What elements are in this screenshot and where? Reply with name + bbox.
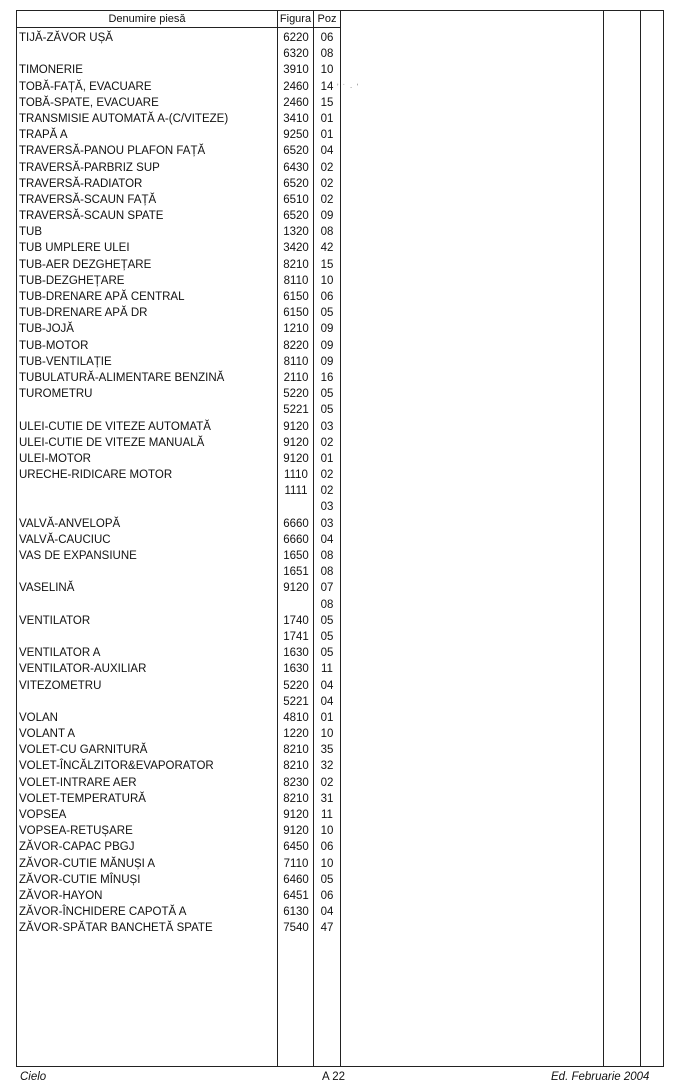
position-number: 08	[320, 566, 334, 579]
figure-number: 8210	[283, 760, 309, 773]
position-number: 14	[320, 80, 334, 93]
table-row	[17, 354, 339, 370]
part-name: ULEI-CUTIE DE VITEZE AUTOMATĂ	[19, 420, 211, 433]
table-row	[17, 208, 339, 224]
position-number: 08	[320, 550, 334, 562]
figure-number: 8110	[283, 274, 309, 287]
table-row	[17, 839, 339, 855]
position-number: 02	[320, 177, 334, 190]
position-number: 10	[320, 857, 334, 870]
table-row	[17, 564, 339, 580]
table-row	[17, 678, 339, 694]
part-name: VOLANT A	[19, 728, 76, 741]
part-name: TUBULATURĂ-ALIMENTARE BENZINĂ	[19, 371, 225, 384]
part-name: TOBĂ-FAȚĂ, EVACUARE	[19, 80, 152, 93]
header-name: Denumire piesă	[108, 13, 186, 25]
figure-number: 6510	[283, 193, 309, 206]
part-name: VENTILATOR-AUXILIAR	[19, 663, 147, 676]
position-number: 01	[320, 452, 334, 465]
parts-list	[17, 30, 339, 937]
table-row	[17, 645, 339, 661]
table-row	[17, 224, 339, 240]
position-number: 11	[321, 809, 333, 821]
figure-number: 8210	[283, 792, 309, 805]
figure-number: 5221	[283, 404, 309, 417]
position-number: 04	[320, 533, 334, 546]
position-number: 05	[320, 388, 334, 401]
figure-number: 6520	[283, 210, 309, 223]
table-row	[17, 370, 339, 386]
part-name: TRAVERSĂ-RADIATOR	[19, 177, 143, 190]
figure-number: 1741	[283, 630, 309, 643]
figure-number: 2110	[283, 371, 309, 384]
figure-number: 8110	[283, 355, 309, 368]
part-name: VITEZOMETRU	[19, 679, 102, 692]
part-name: VOPSEA-RETUȘARE	[19, 825, 133, 838]
position-number: 42	[320, 242, 334, 255]
figure-number: 3410	[283, 112, 309, 125]
position-number: 06	[320, 291, 334, 303]
position-number: 31	[320, 792, 334, 805]
position-number: 35	[320, 744, 334, 757]
figure-number: 6450	[283, 841, 309, 854]
figure-number: 6660	[283, 517, 309, 530]
position-number: 04	[320, 906, 334, 919]
table-row	[17, 419, 339, 435]
figure-number: 9120	[283, 420, 309, 433]
position-number: 02	[320, 485, 334, 498]
part-name: TRAVERSĂ-PANOU PLAFON FAȚĂ	[19, 145, 206, 158]
table-row	[17, 467, 339, 483]
figure-number: 8220	[283, 339, 309, 352]
figure-number: 1220	[283, 728, 309, 741]
part-name: VOLAN	[19, 711, 58, 724]
position-number: 10	[320, 64, 334, 77]
position-number: 15	[320, 258, 334, 271]
table-row	[17, 742, 339, 758]
figure-number: 6130	[283, 906, 309, 919]
figure-number: 9120	[283, 825, 309, 838]
figure-number: 6460	[283, 873, 309, 886]
column-divider-right	[340, 10, 341, 1067]
position-number: 05	[320, 614, 334, 627]
table-row	[17, 548, 339, 564]
table-row	[17, 823, 339, 839]
header-underline	[16, 27, 340, 28]
part-name: TOBĂ-SPATE, EVACUARE	[19, 96, 159, 109]
position-number: 05	[320, 647, 334, 660]
table-row	[17, 305, 339, 321]
position-number: 03	[320, 517, 334, 530]
figure-number: 8210	[283, 258, 309, 271]
position-number: 02	[320, 469, 334, 482]
part-name: TUB-MOTOR	[19, 339, 89, 352]
figure-number: 5221	[283, 695, 309, 708]
position-number: 01	[320, 129, 334, 142]
table-row	[17, 160, 339, 176]
figure-number: 6520	[283, 145, 309, 158]
figure-number: 3420	[283, 242, 309, 255]
part-name: ZĂVOR-HAYON	[19, 889, 103, 902]
table-row	[17, 694, 339, 710]
table-row	[17, 79, 339, 95]
position-number: 06	[320, 841, 334, 854]
table-row	[17, 127, 339, 143]
table-row	[17, 111, 339, 127]
position-number: 02	[320, 776, 334, 789]
position-number: 16	[320, 371, 334, 384]
position-number: 10	[320, 274, 334, 287]
table-row	[17, 629, 339, 645]
figure-number: 6220	[283, 32, 309, 44]
figure-number: 2460	[283, 96, 309, 109]
part-name: VALVĂ-ANVELOPĂ	[19, 517, 121, 530]
part-name: ZĂVOR-SPĂTAR BANCHETĂ SPATE	[19, 922, 213, 935]
position-number: 09	[320, 323, 334, 336]
figure-number: 1740	[283, 614, 309, 627]
part-name: TRAVERSĂ-SCAUN FAȚĂ	[19, 193, 157, 206]
position-number: 06	[320, 889, 334, 902]
part-name: TUB-DEZGHEȚARE	[19, 274, 125, 287]
header-figure: Figura	[279, 13, 312, 25]
figure-number: 4810	[283, 711, 309, 724]
figure-number: 1630	[283, 647, 309, 660]
figure-number: 6660	[283, 533, 309, 546]
position-number: 04	[320, 679, 334, 692]
table-row	[17, 516, 339, 532]
table-row	[17, 192, 339, 208]
figure-number: 2460	[283, 80, 309, 93]
table-row	[17, 661, 339, 677]
figure-number: 6451	[283, 889, 309, 902]
figure-number: 6320	[283, 48, 309, 61]
part-name: TUROMETRU	[19, 388, 93, 401]
table-row	[17, 597, 339, 613]
position-number: 04	[320, 695, 334, 708]
part-name: TRAVERSĂ-PARBRIZ SUP	[19, 161, 160, 174]
part-name: VOLET-CU GARNITURĂ	[19, 744, 148, 757]
figure-number: 8230	[283, 776, 309, 789]
position-number: 11	[321, 663, 333, 676]
position-number: 08	[320, 598, 334, 611]
footer-page-number: A 22	[322, 1071, 346, 1083]
part-name: TIMONERIE	[19, 64, 83, 77]
position-number: 15	[320, 96, 334, 109]
column-divider-extra-2	[640, 10, 641, 1067]
part-name: TUB-DRENARE APĂ DR	[19, 307, 148, 320]
figure-number: 3910	[283, 64, 309, 77]
figure-number: 9120	[283, 436, 309, 449]
table-row	[17, 872, 339, 888]
column-divider-extra-1	[603, 10, 604, 1067]
part-name: TUB-AER DEZGHEȚARE	[19, 258, 152, 271]
part-name: VOLET-ÎNCĂLZITOR&EVAPORATOR	[19, 760, 214, 773]
part-name: TRAVERSĂ-SCAUN SPATE	[19, 210, 164, 223]
part-name: VENTILATOR	[19, 614, 91, 627]
part-name: ZĂVOR-ÎNCHIDERE CAPOTĂ A	[19, 906, 187, 919]
part-name: TUB-DRENARE APĂ CENTRAL	[19, 291, 185, 303]
position-number: 09	[320, 355, 334, 368]
figure-number: 9120	[283, 452, 309, 465]
figure-number: 7540	[283, 922, 309, 935]
position-number: 03	[320, 420, 334, 433]
position-number: 02	[320, 161, 334, 174]
part-name: VALVĂ-CAUCIUC	[19, 533, 111, 546]
position-number: 05	[320, 630, 334, 643]
header-position: Poz	[317, 13, 337, 25]
position-number: 08	[320, 226, 334, 239]
table-row	[17, 758, 339, 774]
table-row	[17, 402, 339, 418]
position-number: 07	[320, 582, 334, 595]
table-row	[17, 791, 339, 807]
table-row	[17, 807, 339, 823]
table-row	[17, 338, 339, 354]
part-name: ZĂVOR-CAPAC PBGJ	[19, 841, 135, 854]
position-number: 09	[320, 210, 334, 223]
figure-number: 6430	[283, 161, 309, 174]
position-number: 47	[320, 922, 334, 935]
footer-edition: Ed. Februarie 2004	[551, 1071, 650, 1083]
table-row	[17, 451, 339, 467]
part-name: URECHE-RIDICARE MOTOR	[19, 469, 173, 482]
table-row	[17, 386, 339, 402]
part-name: VASELINĂ	[19, 582, 75, 595]
table-row	[17, 920, 339, 936]
table-row	[17, 30, 339, 46]
table-row	[17, 321, 339, 337]
table-row	[17, 775, 339, 791]
figure-number: 5220	[283, 679, 309, 692]
table-row	[17, 46, 339, 62]
figure-number: 6520	[283, 177, 309, 190]
part-name: TUB-JOJĂ	[19, 323, 74, 336]
figure-number: 8210	[283, 744, 309, 757]
table-row	[17, 62, 339, 78]
table-row	[17, 856, 339, 872]
position-number: 02	[320, 193, 334, 206]
figure-number: 6150	[283, 291, 309, 303]
figure-number: 9120	[283, 582, 309, 595]
position-number: 06	[320, 32, 334, 44]
part-name: TUB-VENTILAȚIE	[19, 355, 112, 368]
table-row	[17, 143, 339, 159]
position-number: 02	[320, 436, 334, 449]
part-name: ULEI-CUTIE DE VITEZE MANUALĂ	[19, 436, 205, 449]
part-name: TRANSMISIE AUTOMATĂ A-(C/VITEZE)	[19, 112, 229, 125]
table-row	[17, 532, 339, 548]
part-name: TUB UMPLERE ULEI	[19, 242, 130, 255]
part-name: VOLET-TEMPERATURĂ	[19, 792, 146, 805]
table-row	[17, 904, 339, 920]
table-row	[17, 613, 339, 629]
footer-model: Cielo	[20, 1071, 47, 1083]
table-row	[17, 888, 339, 904]
part-name: TUB	[19, 226, 42, 239]
figure-number: 9250	[283, 129, 309, 142]
position-number: 10	[320, 825, 334, 838]
table-row	[17, 273, 339, 289]
position-number: 05	[320, 873, 334, 886]
part-name: VAS DE EXPANSIUNE	[19, 550, 137, 562]
part-name: TIJĂ-ZĂVOR UȘĂ	[19, 32, 113, 44]
figure-number: 1110	[284, 469, 308, 482]
scan-noise: · ʼ ˙ · ʼ	[330, 83, 360, 92]
position-number: 32	[320, 760, 334, 773]
table-row	[17, 499, 339, 515]
figure-number: 7110	[283, 857, 309, 870]
figure-number: 5220	[283, 388, 309, 401]
figure-number: 6150	[283, 307, 309, 320]
table-row	[17, 726, 339, 742]
table-row	[17, 710, 339, 726]
part-name: VOLET-INTRARE AER	[19, 776, 137, 789]
figure-number: 1210	[283, 323, 309, 336]
table-row	[17, 435, 339, 451]
part-name: VENTILATOR A	[19, 647, 101, 660]
figure-number: 1111	[284, 485, 308, 498]
position-number: 10	[320, 728, 334, 741]
part-name: ZĂVOR-CUTIE MÎNUȘI	[19, 873, 141, 886]
figure-number: 1650	[283, 550, 309, 562]
table-row	[17, 289, 339, 305]
table-row	[17, 176, 339, 192]
table-row	[17, 240, 339, 256]
figure-number: 9120	[283, 809, 309, 821]
position-number: 08	[320, 48, 334, 61]
position-number: 04	[320, 145, 334, 158]
figure-number: 1630	[283, 663, 309, 676]
position-number: 05	[320, 404, 334, 417]
figure-number: 1651	[283, 566, 309, 579]
position-number: 05	[320, 307, 334, 320]
position-number: 01	[320, 112, 334, 125]
table-row	[17, 580, 339, 596]
part-name: TRAPĂ A	[19, 129, 68, 142]
position-number: 01	[320, 711, 334, 724]
table-row	[17, 257, 339, 273]
part-name: VOPSEA	[19, 809, 67, 821]
position-number: 03	[320, 501, 334, 514]
table-row	[17, 95, 339, 111]
part-name: ZĂVOR-CUTIE MĂNUȘI A	[19, 857, 156, 870]
table-row	[17, 483, 339, 499]
part-name: ULEI-MOTOR	[19, 452, 91, 465]
position-number: 09	[320, 339, 334, 352]
figure-number: 1320	[283, 226, 309, 239]
